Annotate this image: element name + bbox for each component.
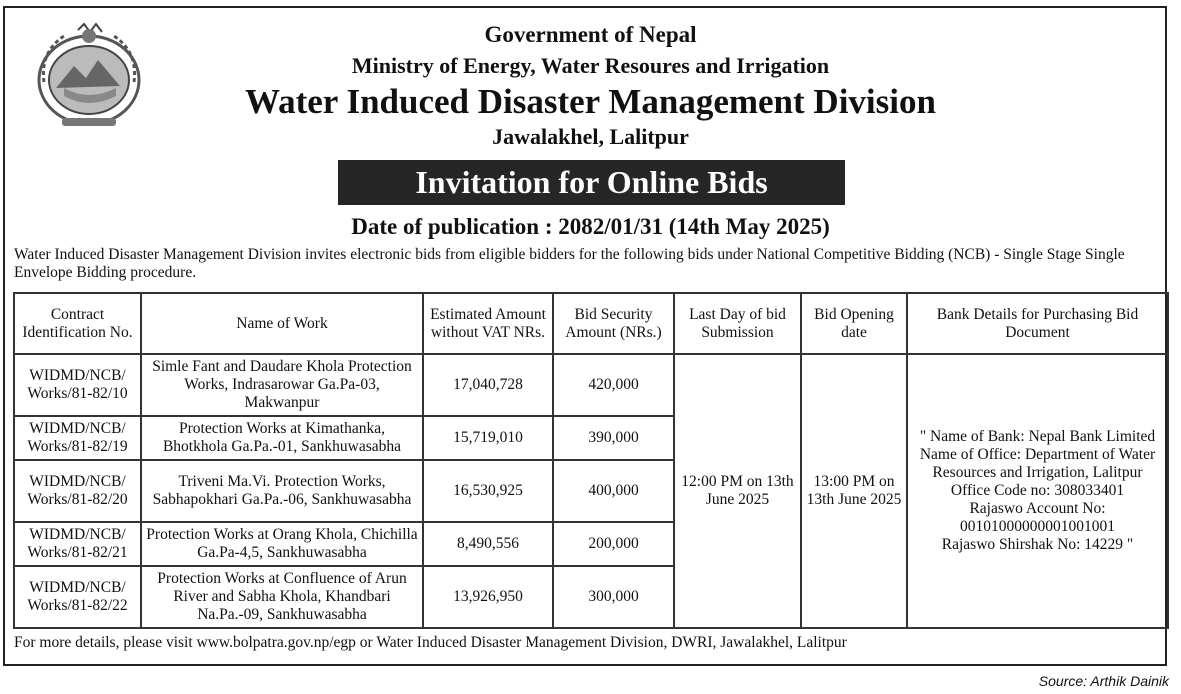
security-cell: 400,000	[553, 460, 674, 522]
column-header: Bid Security Amount (NRs.)	[553, 293, 674, 354]
security-cell: 390,000	[553, 416, 674, 460]
estimate-cell: 16,530,925	[423, 460, 553, 522]
bank-line: Name of Office: Department of Water Resources and Irrigation, Lalitpur	[919, 446, 1156, 481]
estimate-cell: 17,040,728	[423, 354, 553, 416]
column-header: Bid Opening date	[801, 293, 907, 354]
work-name-cell: Triveni Ma.Vi. Protection Works, Sabhapokhari Ga.Pa.-06, Sankhuwasabha	[141, 460, 423, 522]
bank-line: " Name of Bank: Nepal Bank Limited	[919, 428, 1156, 445]
bank-line: Office Code no: 308033401	[950, 482, 1125, 499]
opening-date-cell: 13:00 PM on 13th June 2025	[801, 354, 907, 628]
work-name-cell: Protection Works at Confluence of Arun River and Sabha Khola, Khandbari Na.Pa.-09, Sankhuwasabha	[141, 566, 423, 628]
contract-id-cell: WIDMD/NCB/ Works/81-82/21	[14, 522, 141, 566]
security-cell: 300,000	[553, 566, 674, 628]
contract-id-cell: WIDMD/NCB/ Works/81-82/19	[14, 416, 141, 460]
footer-note: For more details, please visit www.bolpatra.gov.np/egp or Water Induced Disaster Management Division, DWRI, Jawalakhel, Lalitpur	[14, 634, 847, 651]
estimate-cell: 15,719,010	[423, 416, 553, 460]
notice-title: Invitation for Online Bids	[338, 160, 845, 205]
bids-table	[13, 292, 1169, 629]
estimate-cell: 8,490,556	[423, 522, 553, 566]
ministry-heading: Ministry of Energy, Water Resoures and Irrigation	[351, 53, 830, 78]
intro-paragraph: Water Induced Disaster Management Division invites electronic bids from eligible bidders for the following bids under National Competitive Bidding (NCB) - Single Stage Single Envelope Bidding procedure.	[14, 246, 1125, 281]
table-row	[14, 354, 1168, 416]
column-header: Contract Identification No.	[14, 293, 141, 354]
work-name-cell: Simle Fant and Daudare Khola Protection Works, Indrasarowar Ga.Pa-03, Makwanpur	[141, 354, 423, 416]
contract-id-cell: WIDMD/NCB/ Works/81-82/22	[14, 566, 141, 628]
work-name-cell: Protection Works at Orang Khola, Chichilla Ga.Pa-4,5, Sankhuwasabha	[141, 522, 423, 566]
column-header: Name of Work	[141, 293, 423, 354]
column-header: Bank Details for Purchasing Bid Document	[907, 293, 1168, 354]
security-cell: 420,000	[553, 354, 674, 416]
bank-details-cell	[907, 354, 1168, 628]
source-credit: Source: Arthik Dainik	[1038, 673, 1169, 689]
security-cell: 200,000	[553, 522, 674, 566]
government-heading: Government of Nepal	[484, 22, 697, 47]
estimate-cell: 13,926,950	[423, 566, 553, 628]
last-day-cell: 12:00 PM on 13th June 2025	[674, 354, 801, 628]
location-heading: Jawalakhel, Lalitpur	[492, 124, 689, 149]
column-header: Last Day of bid Submission	[674, 293, 801, 354]
contract-id-cell: WIDMD/NCB/ Works/81-82/20	[14, 460, 141, 522]
work-name-cell: Protection Works at Kimathanka, Bhotkhola Ga.Pa.-01, Sankhuwasabha	[141, 416, 423, 460]
publication-date: Date of publication : 2082/01/31 (14th May 2025)	[351, 214, 830, 239]
table-header-row	[14, 293, 1168, 354]
division-heading: Water Induced Disaster Management Division	[245, 82, 936, 121]
column-header: Estimated Amount without VAT NRs.	[423, 293, 553, 354]
contract-id-cell: WIDMD/NCB/ Works/81-82/10	[14, 354, 141, 416]
bank-line: Rajaswo Account No: 00101000000001001001	[960, 500, 1115, 535]
bank-line: Rajaswo Shirshak No: 14229 "	[941, 536, 1134, 553]
